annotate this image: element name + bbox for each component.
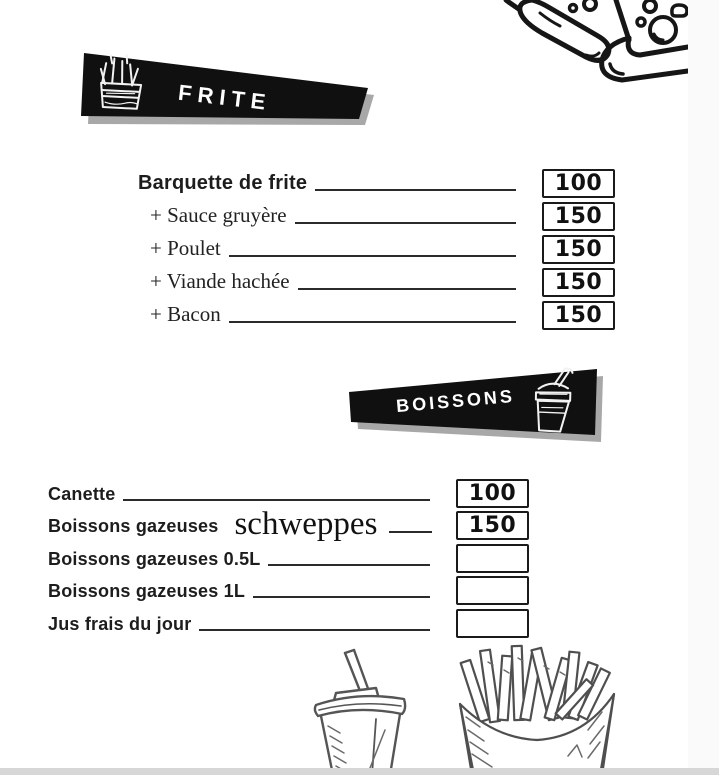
- item-name: Canette: [48, 484, 116, 504]
- menu-row-boissons-gazeuses: [48, 506, 529, 543]
- leader-line: [253, 596, 430, 598]
- price-box: 150: [542, 301, 615, 330]
- menu-row-poulet: [150, 233, 615, 264]
- item-name: Boissons gazeuses: [48, 516, 219, 536]
- price-box: 100: [542, 169, 615, 198]
- item-name: + Poulet: [150, 236, 221, 260]
- item-name: Boissons gazeuses 0.5L: [48, 549, 261, 569]
- page-bottom-edge: [0, 768, 719, 775]
- menu-row-sauce-gruyere: [150, 200, 615, 231]
- soda-cup-sketch: [288, 648, 433, 775]
- leader-line: [199, 629, 430, 631]
- leader-line: [123, 499, 430, 501]
- item-name: + Bacon: [150, 302, 221, 326]
- item-name: Barquette de frite: [138, 172, 308, 194]
- leader-line: [315, 189, 516, 191]
- leader-line: [229, 255, 516, 257]
- price-box: [456, 609, 529, 638]
- pizza-hand-illustration: [498, 0, 688, 100]
- price-box: 150: [542, 268, 615, 297]
- leader-line: [298, 288, 516, 290]
- menu-row-gazeuses-05l: [48, 542, 529, 573]
- item-name: + Sauce gruyère: [150, 203, 287, 227]
- page-right-edge: [688, 0, 719, 775]
- price-box: [456, 576, 529, 605]
- menu-row-bacon: [150, 299, 615, 330]
- item-name: + Viande hachée: [150, 269, 290, 293]
- leader-line: [295, 222, 516, 224]
- item-annotation: schweppes: [234, 506, 378, 543]
- leader-line: [389, 531, 432, 533]
- leader-line: [229, 321, 516, 323]
- boissons-banner-label: BOISSONS: [395, 385, 516, 417]
- price-box: 150: [456, 511, 529, 540]
- menu-row-canette: [48, 477, 529, 508]
- leader-line: [268, 564, 430, 566]
- frite-banner-label: FRITE: [176, 79, 273, 116]
- price-box: 150: [542, 235, 615, 264]
- menu-row-viande-hachee: [150, 266, 615, 297]
- menu-row-barquette: [138, 167, 615, 198]
- price-box: [456, 544, 529, 573]
- item-name: Boissons gazeuses 1L: [48, 581, 246, 601]
- fries-cone-sketch: [452, 642, 622, 775]
- price-box: 150: [542, 202, 615, 231]
- price-box: 100: [456, 479, 529, 508]
- menu-row-jus-frais: [48, 607, 529, 638]
- item-name: Jus frais du jour: [48, 614, 192, 634]
- menu-row-gazeuses-1l: [48, 574, 529, 605]
